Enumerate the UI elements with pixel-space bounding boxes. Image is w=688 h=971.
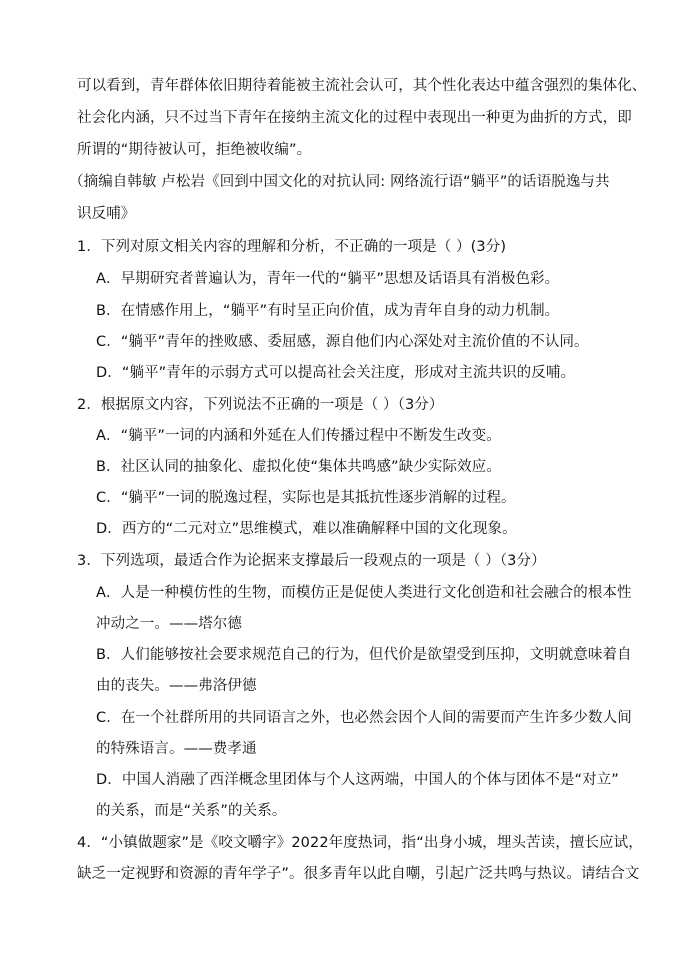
passage-line: 可以看到，青年群体依旧期待着能被主流社会认可，其个性化表达中蕴含强烈的集体化、 (77, 78, 647, 94)
passage-line: 社会化内涵，只不过当下青年在接纳主流文化的过程中表现出一种更为曲折的方式，即 (77, 110, 632, 126)
option-b-continued: 由的丧失。——弗洛伊德 (96, 678, 257, 694)
option-d: D．中国人消融了西洋概念里团体与个人这两端，中国人的个体与团体不是“对立” (96, 772, 619, 788)
option-a: A．“躺平”一词的内涵和外延在人们传播过程中不断发生改变。 (96, 428, 501, 444)
passage-line: 所谓的“期待被认可，拒绝被收编”。 (77, 142, 312, 158)
option-a: A．人是一种模仿性的生物，而模仿正是促使人类进行文化创造和社会融合的根本性 (96, 585, 632, 601)
option-b: B．社区认同的抽象化、虚拟化使“集体共鸣感”缺少实际效应。 (96, 459, 501, 475)
option-d-continued: 的关系，而是“关系”的关系。 (96, 803, 287, 819)
question-stem: 3．下列选项，最适合作为论据来支撑最后一段观点的一项是（ ）（3分） (77, 553, 546, 569)
source-citation: （摘编自韩敏 卢松岩《回到中国文化的对抗认同: 网络流行语“躺平”的话语脱逸与共 (69, 174, 610, 190)
option-a: A．早期研究者普遍认为，青年一代的“躺平”思想及话语具有消极色彩。 (96, 271, 560, 287)
question-stem: 1．下列对原文相关内容的理解和分析，不正确的一项是（ ）(3分) (77, 239, 507, 255)
question-stem: 2．根据原文内容，下列说法不正确的一项是（ ）（3分） (77, 397, 444, 413)
option-c: C．在一个社群所用的共同语言之外，也必然会因个人间的需要而产生许多少数人间 (96, 710, 632, 726)
option-c: C．“躺平”青年的挫败感、委屈感，源自他们内心深处对主流价值的不认同。 (96, 334, 589, 350)
question-stem: 4．“小镇做题家”是《咬文嚼字》2022年度热词，指“出身小城，埋头苦读，擅长应试， (77, 835, 643, 851)
source-citation: 识反哺》 (77, 206, 136, 222)
option-c: C．“躺平”一词的脱逸过程，实际也是其抵抗性逐步消解的过程。 (96, 490, 516, 506)
option-b: B．人们能够按社会要求规范自己的行为，但代价是欲望受到压抑，文明就意味着自 (96, 647, 632, 663)
option-b: B．在情感作用上，“躺平”有时呈正向价值，成为青年自身的动力机制。 (96, 303, 560, 319)
option-c-continued: 的特殊语言。——费孝通 (96, 741, 257, 757)
option-d: D．“躺平”青年的示弱方式可以提高社会关注度，形成对主流共识的反哺。 (96, 365, 576, 381)
option-d: D．西方的“二元对立”思维模式，难以准确解释中国的文化现象。 (96, 521, 517, 537)
option-a-continued: 冲动之一。——塔尔德 (96, 616, 242, 632)
question-stem-continued: 缺乏一定视野和资源的青年学子”。很多青年以此自嘲，引起广泛共鸣与热议。请结合文 (77, 866, 640, 882)
